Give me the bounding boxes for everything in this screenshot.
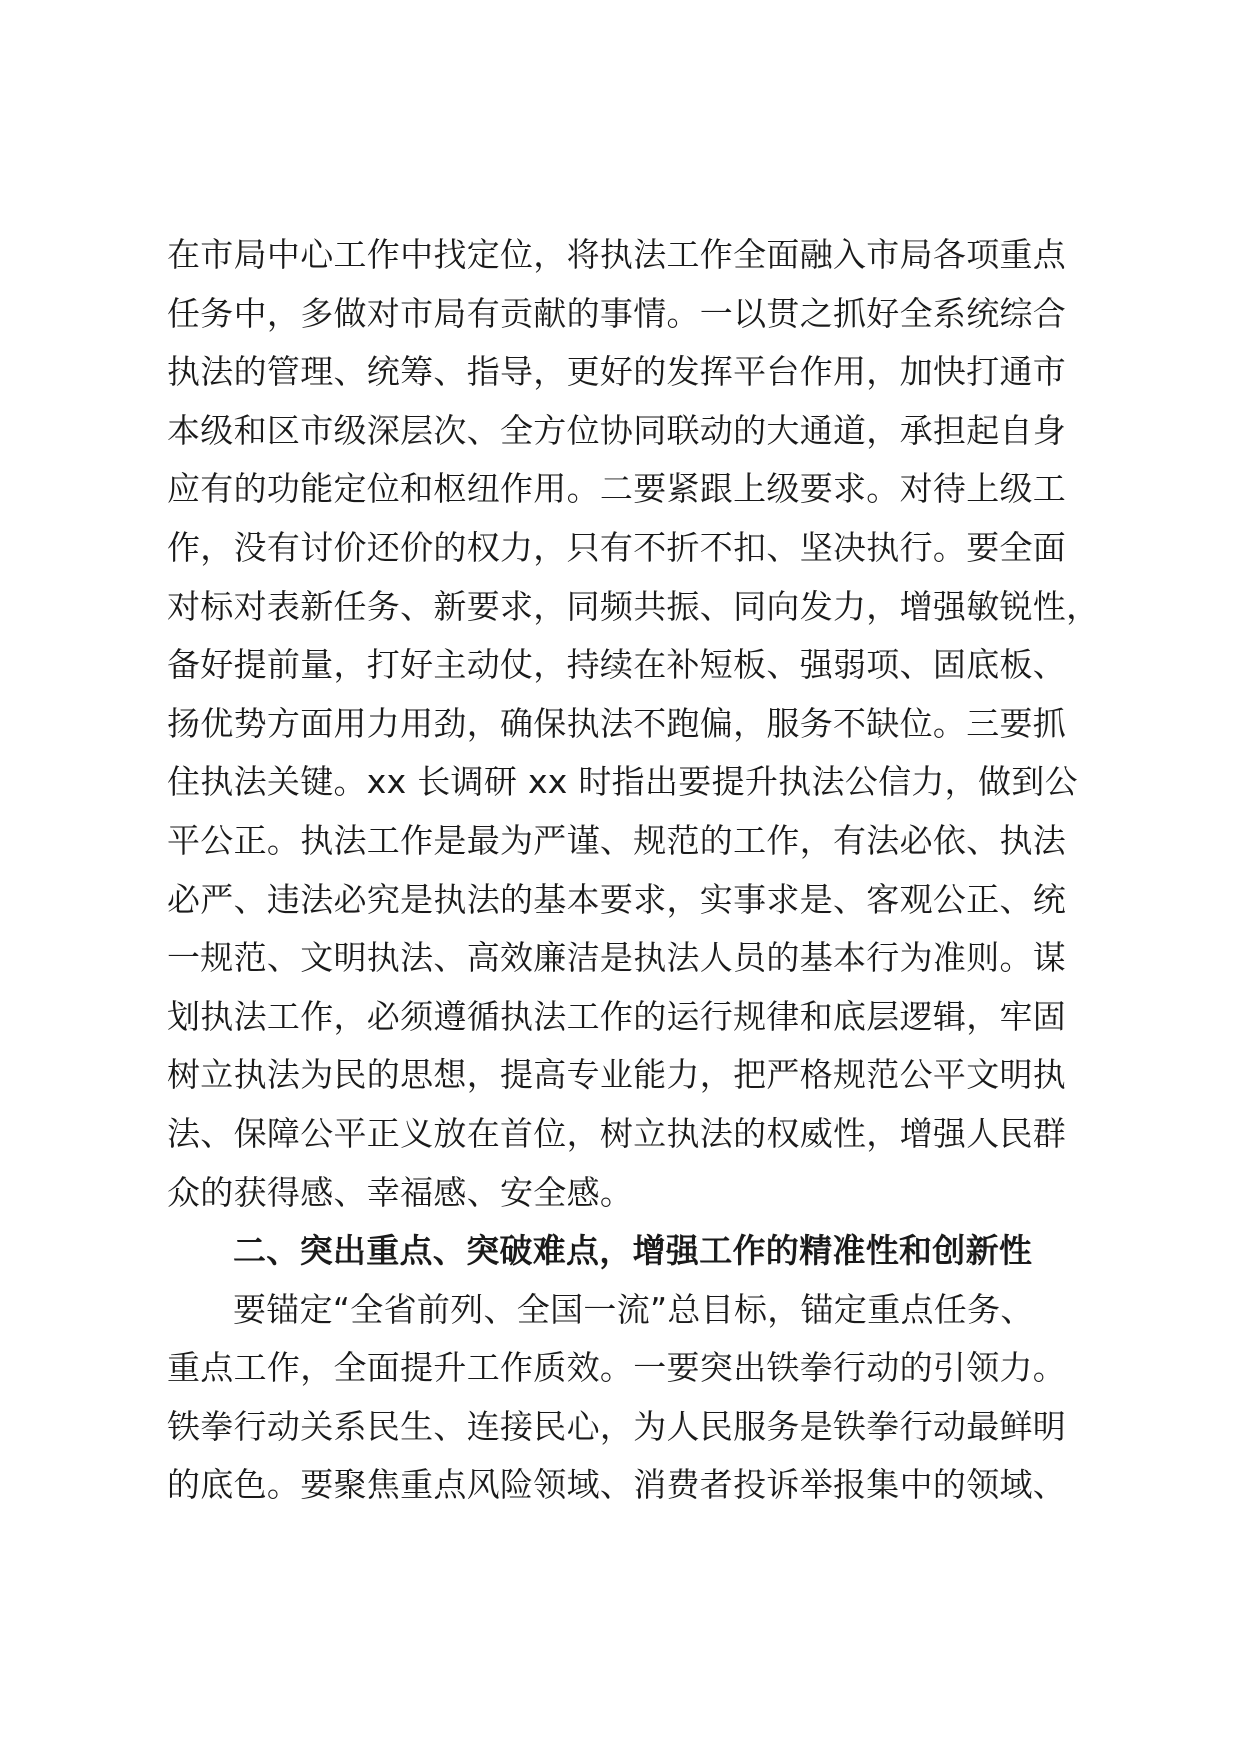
body-line: 应有的功能定位和枢纽作用。二要紧跟上级要求。对待上级工 <box>167 469 1067 509</box>
body-line: 铁拳行动关系民生、连接民心，为人民服务是铁拳行动最鲜明 <box>167 1406 1067 1446</box>
body-line: 划执法工作，必须遵循执法工作的运行规律和底层逻辑，牢固 <box>167 996 1067 1036</box>
body-line: 众的获得感、幸福感、安全感。 <box>167 1172 634 1212</box>
body-line: 住执法关键。xx 长调研 xx 时指出要提升执法公信力，做到公 <box>167 762 1078 802</box>
body-line: 重点工作，全面提升工作质效。一要突出铁拳行动的引领力。 <box>167 1348 1067 1388</box>
body-line: 执法的管理、统筹、指导，更好的发挥平台作用，加快打通市 <box>167 352 1067 392</box>
body-line: 平公正。执法工作是最为严谨、规范的工作，有法必依、执法 <box>167 820 1067 860</box>
body-line: 必严、违法必究是执法的基本要求，实事求是、客观公正、统 <box>167 879 1067 919</box>
body-line: 一规范、文明执法、高效廉洁是执法人员的基本行为准则。谋 <box>167 938 1067 978</box>
body-line: 在市局中心工作中找定位，将执法工作全面融入市局各项重点 <box>167 235 1067 274</box>
body-line: 的底色。要聚焦重点风险领域、消费者投诉举报集中的领域、 <box>167 1465 1067 1505</box>
body-line: 本级和区市级深层次、全方位协同联动的大通道，承担起自身 <box>167 410 1067 450</box>
body-line: 要锚定“全省前列、全国一流”总目标，锚定重点任务、 <box>233 1289 1034 1329</box>
body-line: 作，没有讨价还价的权力，只有不折不扣、坚决执行。要全面 <box>167 527 1067 567</box>
body-line: 对标对表新任务、新要求，同频共振、同向发力，增强敏锐性， <box>167 586 1100 626</box>
section-heading: 二、突出重点、突破难点，增强工作的精准性和创新性 <box>233 1231 1033 1271</box>
body-line: 备好提前量，打好主动仗，持续在补短板、强弱项、固底板、 <box>167 645 1067 685</box>
document-body <box>167 226 1100 1515</box>
body-line: 任务中，多做对市局有贡献的事情。一以贯之抓好全系统综合 <box>167 293 1067 333</box>
body-line: 扬优势方面用力用劲，确保执法不跑偏，服务不缺位。三要抓 <box>167 703 1067 743</box>
body-line: 树立执法为民的思想，提高专业能力，把严格规范公平文明执 <box>167 1055 1067 1095</box>
body-line: 法、保障公平正义放在首位，树立执法的权威性，增强人民群 <box>167 1113 1067 1153</box>
